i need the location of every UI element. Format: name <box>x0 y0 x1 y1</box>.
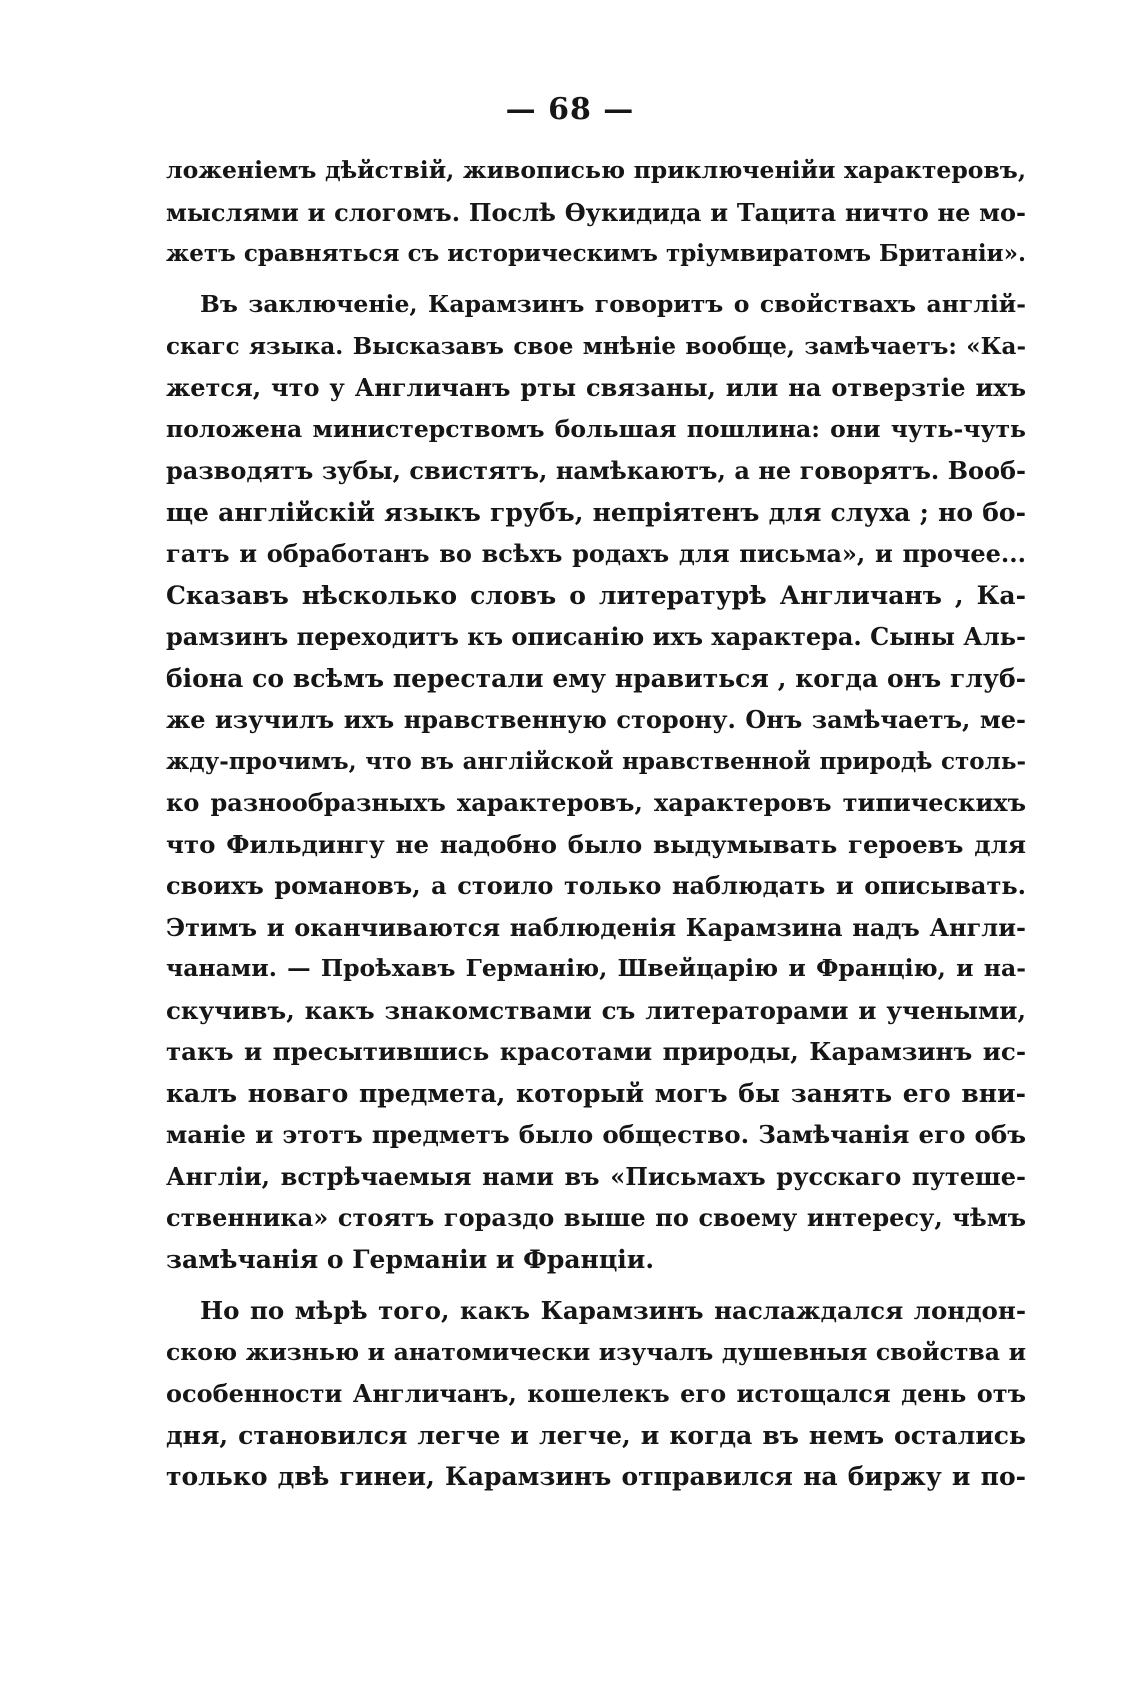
text-line: скою жизнью и анатомически изучалъ душевныя свойства и <box>166 1337 1026 1366</box>
text-line: Но по мѣрѣ того, какъ Карамзинъ наслаждался лондон- <box>200 1296 1026 1325</box>
text-line: маніе и этотъ предметъ было общество. Замѣчанія его объ <box>166 1120 1026 1149</box>
paragraph-london <box>166 1290 1026 1498</box>
text-line: Сказавъ нѣсколько словъ о литературѣ Англичанъ , Ка- <box>166 580 1026 610</box>
text-line: скагс языка. Высказавъ свое мнѣніе вообще, замѣчаетъ: «Ка- <box>166 332 1026 360</box>
text-line: жду-прочимъ, что въ англійской нравственной природѣ столь- <box>166 747 1026 775</box>
text-line: гатъ и обработанъ во всѣхъ родахъ для письма», и прочее... <box>166 539 1026 568</box>
text-line: Англіи, встрѣчаемыя нами въ «Письмахъ русскаго путеше- <box>166 1161 1026 1191</box>
text-line: біона со всѣмъ перестали ему нравиться , когда онъ глуб- <box>166 663 1026 693</box>
text-line: разводятъ зубы, свистятъ, намѣкаютъ, а не говорятъ. Вооб- <box>166 456 1026 485</box>
page-number: — 68 — <box>505 92 635 127</box>
text-line: положена министерствомъ большая пошлина: они чуть-чуть <box>166 414 1026 443</box>
text-line: ко разнообразныхъ характеровъ, характеровъ типическихъ <box>166 788 1026 817</box>
text-line: ложеніемъ дѣйствій, живописью приключенійи характеровъ, <box>166 156 1026 184</box>
text-line: жется, что у Англичанъ рты связаны, или на отверзтіе ихъ <box>166 373 1026 402</box>
text-line: рамзинъ переходитъ къ описанію ихъ характера. Сыны Аль- <box>166 622 1026 651</box>
text-line: такъ и пресытившись красотами природы, Карамзинъ ис- <box>166 1037 1026 1066</box>
text-line: ще англійскій языкъ грубъ, непріятенъ для слуха ; но бо- <box>166 497 1026 527</box>
text-line: только двѣ гинеи, Карамзинъ отправился на биржу и по- <box>166 1462 1026 1491</box>
text-line: Этимъ и оканчиваются наблюденія Карамзина надъ Англи- <box>166 912 1026 942</box>
text-line: ственника» стоятъ гораздо выше по своему интересу, чѣмъ <box>166 1203 1026 1232</box>
text-line: чанами. — Проѣхавъ Германію, Швейцарію и Францію, и на- <box>166 954 1026 982</box>
text-line: калъ новаго предмета, который могъ бы занять его вни- <box>166 1078 1026 1108</box>
text-line: жетъ сравняться съ историческимъ тріумвиратомъ Британіи». <box>166 240 1026 267</box>
text-line: особенности Англичанъ, кошелекъ его истощался день отъ <box>166 1379 1026 1408</box>
paragraph-continued <box>166 150 1026 275</box>
text-line: дня, становился легче и легче, и когда въ немъ остались <box>166 1420 1026 1450</box>
text-line: Въ заключеніе, Карамзинъ говоритъ о свойствахъ англій- <box>200 290 1026 318</box>
text-line: замѣчанія о Германіи и Франціи. <box>166 1244 655 1274</box>
text-line: скучивъ, какъ знакомствами съ литераторами и учеными, <box>166 995 1026 1025</box>
text-line: мыслями и слогомъ. Послѣ Ѳукидида и Тацита ничто не мо- <box>166 197 1026 227</box>
text-line: своихъ романовъ, а стоило только наблюдать и описывать. <box>166 871 1026 900</box>
text-line: что Фильдингу не надобно было выдумывать героевъ для <box>166 829 1026 859</box>
text-line: же изучилъ ихъ нравственную сторону. Онъ замѣчаетъ, ме- <box>166 705 1026 734</box>
paragraph-conclusion <box>166 284 1026 1280</box>
